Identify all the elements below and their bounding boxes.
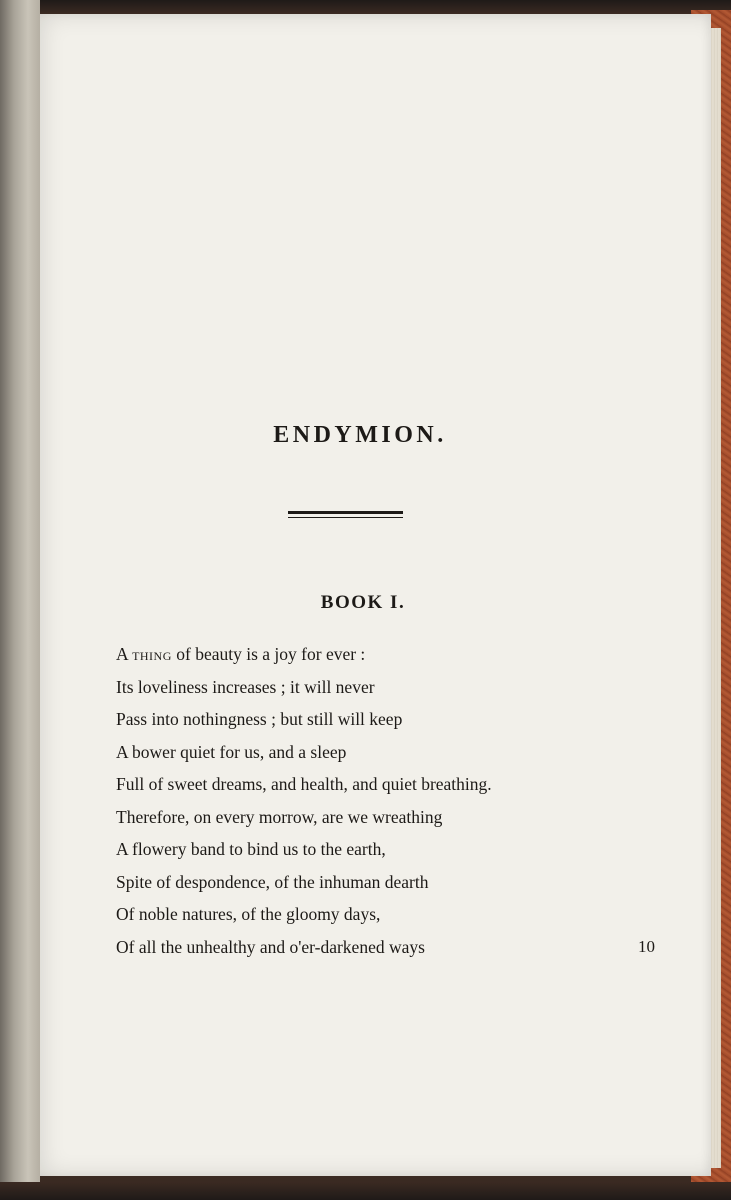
verse-first-line-rest: of beauty is a joy for ever : <box>171 644 366 664</box>
verse-line-6: Therefore, on every morrow, are we wreathing <box>116 806 443 827</box>
verse-line-1 <box>116 638 586 671</box>
verse-line-4: A bower quiet for us, and a sleep <box>116 741 347 762</box>
verse-small-caps-word: thing <box>132 644 172 664</box>
double-rule-divider <box>288 511 403 519</box>
verse-line-7: A flowery band to bind us to the earth, <box>116 839 386 859</box>
page-content <box>30 14 711 1176</box>
scan-top-edge <box>0 0 731 14</box>
verse-line-8: Spite of despondence, of the inhuman dearth <box>116 871 429 892</box>
verse-line-9: Of noble natures, of the gloomy days, <box>116 904 381 924</box>
poem-text <box>116 638 655 963</box>
verse-line-10: Of all the unhealthy and o'er-darkened ways <box>116 936 425 957</box>
verse-line-3: Pass into nothingness ; but still will keep <box>116 709 403 729</box>
verse-line-2: Its loveliness increases ; it will never <box>116 676 375 697</box>
scan-bottom-edge <box>0 1182 731 1200</box>
verse-line-5: Full of sweet dreams, and health, and quiet breathing. <box>116 774 492 794</box>
line-number-marker: 10 <box>638 936 655 956</box>
verse-initial-word: A <box>116 644 128 664</box>
verse-line-10-wrapper <box>116 931 655 964</box>
poem-title: ENDYMION. <box>273 422 447 448</box>
book-heading: BOOK I. <box>320 592 406 613</box>
